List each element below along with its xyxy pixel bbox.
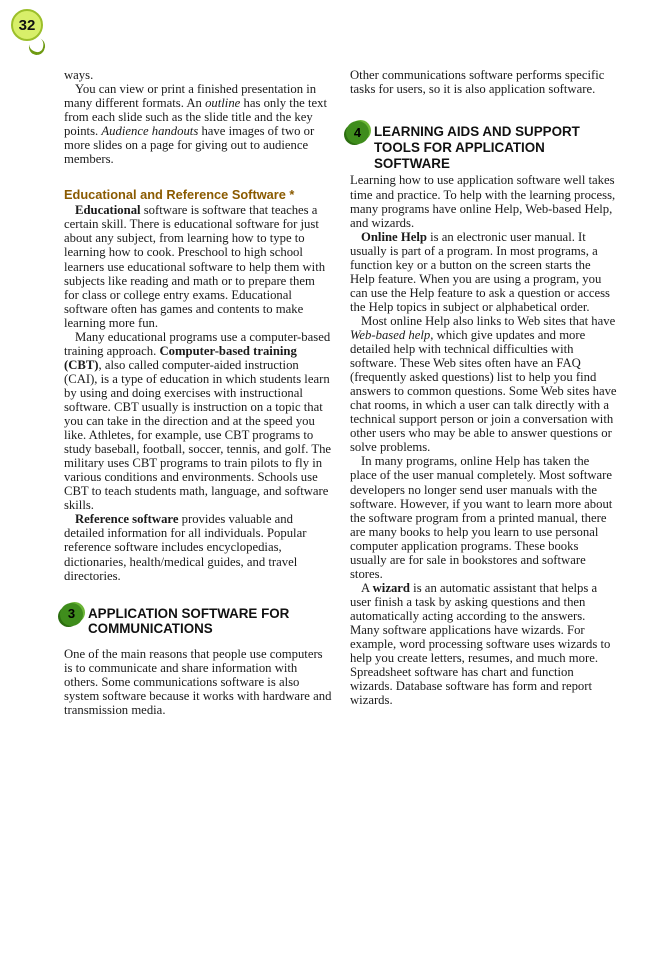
paragraph: You can view or print a finished presentation in many different formats. An outline has only the text from each slide such as the slide title and the key points. Audience handouts have images of two or more slides on a page for giving out to audience members. xyxy=(64,82,327,167)
page-number: 32 xyxy=(18,16,36,34)
subheading-educational-reference: Educational and Reference Software * xyxy=(64,187,295,203)
paragraph: Most online Help also links to Web sites that have Web-based help, which give updates and more detailed help with technical difficulties with software. These Web sites often have an FAQ (frequently asked questions) list to help you find answers to common questions. Some Web sites have chat rooms, in which a user can talk directly with a technical support person or join a conversation with other users who may be able to answer questions or solve problems. xyxy=(350,313,617,455)
section-number-marker: 4 xyxy=(346,121,369,144)
paragraph: Learning how to use application software well takes time and practice. To help with the learning process, many programs have online Help, Web-based Help, and wizards. xyxy=(350,173,616,230)
paragraph: Educational software is software that teaches a certain skill. There is educational software for just about any subject, from learning how to type to learning how to cook. Preschool to high school learners use educational software to help them with subjects like reading and math or to prepare them for class or college entry exams. Educational software often has games and contents to make learning more fun. xyxy=(64,203,326,330)
paragraph: One of the main reasons that people use computers is to communicate and share information with others. Some communications software is also system software because it works with hardware and transmission media. xyxy=(64,647,332,718)
left-column xyxy=(64,68,332,717)
paragraph: Many educational programs use a computer-based training approach. Computer-based training (CBT), also called computer-aided instruction (CAI), is a type of education in which students learn by using and doing exercises with instructional software. CBT usually is instruction on a topic that you can take in the direction and at the speed you like. Athletes, for example, use CBT programs to study baseball, football, soccer, tennis, and golf. The military uses CBT programs to train pilots to fly in various conditions and environments. Schools use CBT to teach students math, language, and software skills. xyxy=(64,329,332,513)
section-number-marker: 3 xyxy=(60,603,83,626)
paragraph: Online Help is an electronic user manual. It usually is part of a program. In most programs, a function key or a button on the screen starts the Help feature. When you are using a program, you can use the Help feature to ask a question or access the Help topics in subject or alphabetical order. xyxy=(350,229,610,314)
paragraph: Other communications software performs specific tasks for users, so it is also application software. xyxy=(350,68,605,97)
paragraph: A wizard is an automatic assistant that helps a user finish a task by asking questions and then automatically acting according to the answers. Many software applications have wizards. For example, word processing software uses wizards to help you create letters, resumes, and much more. Spreadsheet software has chart and function wizards. Database software has form and report wizards. xyxy=(350,580,611,708)
section-title: LEARNING AIDS AND SUPPORT TOOLS FOR APPLICATION SOFTWARE xyxy=(374,124,580,171)
section-heading-4 xyxy=(350,124,618,171)
section-heading-3 xyxy=(64,606,332,638)
paragraph: Reference software provides valuable and detailed information for all individuals. Popular reference software includes encyclopedias, dictionaries, health/medical guides, and travel directories. xyxy=(64,512,307,583)
page-number-badge xyxy=(11,9,43,41)
section-title: APPLICATION SOFTWARE FOR COMMUNICATIONS xyxy=(88,605,290,637)
paragraph: ways. xyxy=(64,68,94,82)
paragraph: In many programs, online Help has taken the place of the user manual completely. Most software developers no longer send user manuals with the software. However, if you want to learn more about the software program from a printed manual, there are many books to help you learn to use personal computer application programs. These books usually are for sale in bookstores and software stores. xyxy=(350,454,613,581)
right-column xyxy=(350,68,618,707)
